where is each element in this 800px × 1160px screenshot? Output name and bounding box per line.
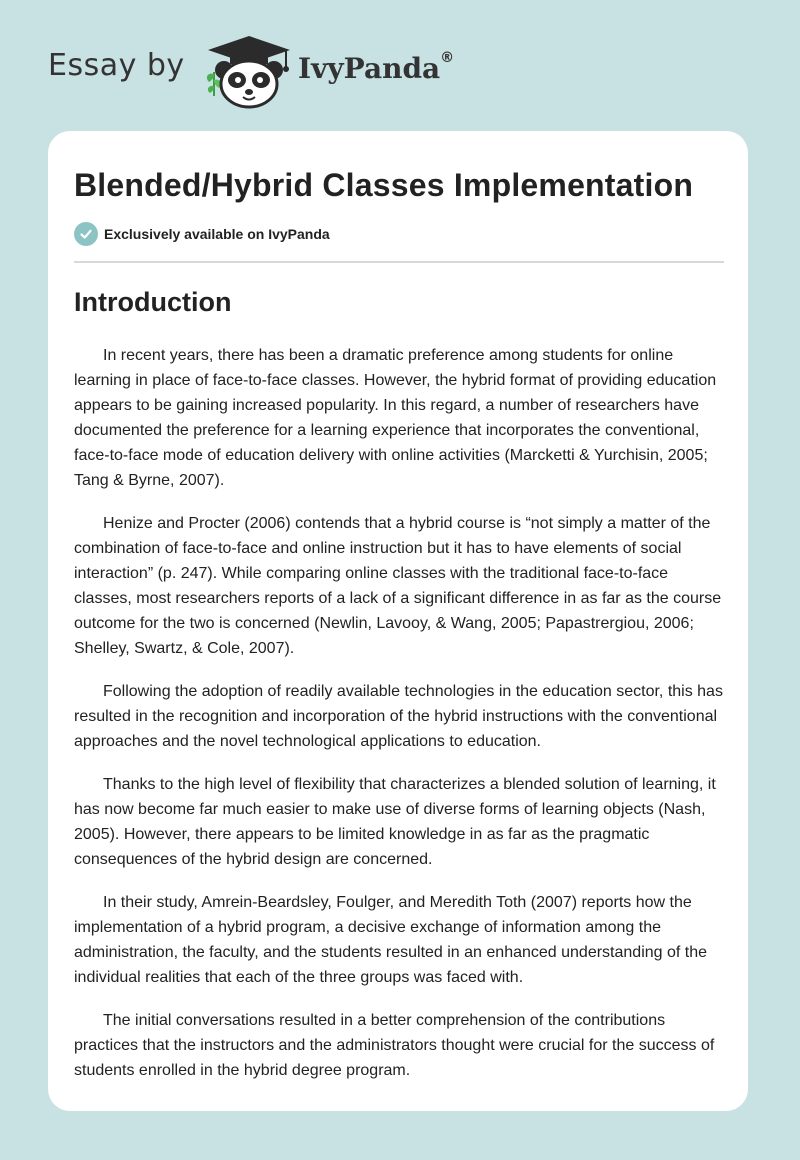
- paragraph: The initial conversations resulted in a better comprehension of the contributions practices that the instructors and the administrators thought were crucial for the success of students enrolled in the hybrid degree program.: [74, 1012, 715, 1079]
- divider: [74, 261, 724, 263]
- paragraph: Following the adoption of readily available technologies in the education sector, this has resulted in the recognition and incorporation of the hybrid instructions with the conventional approaches and the novel technological applications to education.: [74, 683, 723, 750]
- exclusive-badge: [74, 222, 330, 246]
- paragraph: Thanks to the high level of flexibility that characterizes a blended solution of learning, it has now become far much easier to make use of diverse forms of learning objects (Nash, 2005). However, there appears to be limited knowledge in as far as the pragmatic consequences of the hybrid design are concerned.: [74, 776, 716, 868]
- exclusive-badge-label: Exclusively available on IvyPanda: [104, 226, 330, 242]
- paragraph: In their study, Amrein-Beardsley, Foulger, and Meredith Toth (2007) reports how the implementation of a hybrid program, a decisive exchange of information among the administration, the faculty, and the students resulted in an enhanced understanding of the individual realities that each of the three groups was faced with.: [74, 894, 708, 986]
- paragraph: Henize and Procter (2006) contends that a hybrid course is “not simply a matter of the combination of face-to-face and online instruction but it has to have elements of social interaction” (p. 247). While comparing online classes with the traditional face-to-face classes, most researchers reports of a lack of a significant difference in as far as the course outcome for the two is concerned (Newlin, Lavooy, & Wang, 2005; Papastrergiou, 2006; Shelley, Swartz, & Cole, 2007).: [74, 515, 722, 657]
- section-heading: Introduction: [74, 287, 232, 317]
- essay-card: [48, 131, 748, 1111]
- check-icon: [74, 222, 98, 246]
- paragraph: In recent years, there has been a dramatic preference among students for online learning in place of face-to-face classes. However, the hybrid format of providing education appears to be gaining increased popularity. In this regard, a number of researchers have documented the preference for a learning experience that incorporates the conventional, face-to-face mode of education delivery with online activities (Marcketti & Yurchisin, 2005; Tang & Byrne, 2007).: [74, 347, 717, 489]
- essay-body: [74, 343, 726, 1101]
- essay-by-label: Essay by: [48, 48, 185, 83]
- brand-name[interactable]: IvyPanda®: [298, 50, 455, 85]
- page-title: Blended/Hybrid Classes Implementation: [74, 167, 694, 203]
- registered-mark: ®: [440, 50, 455, 66]
- site-header: [48, 30, 508, 110]
- panda-logo-icon[interactable]: [206, 34, 292, 110]
